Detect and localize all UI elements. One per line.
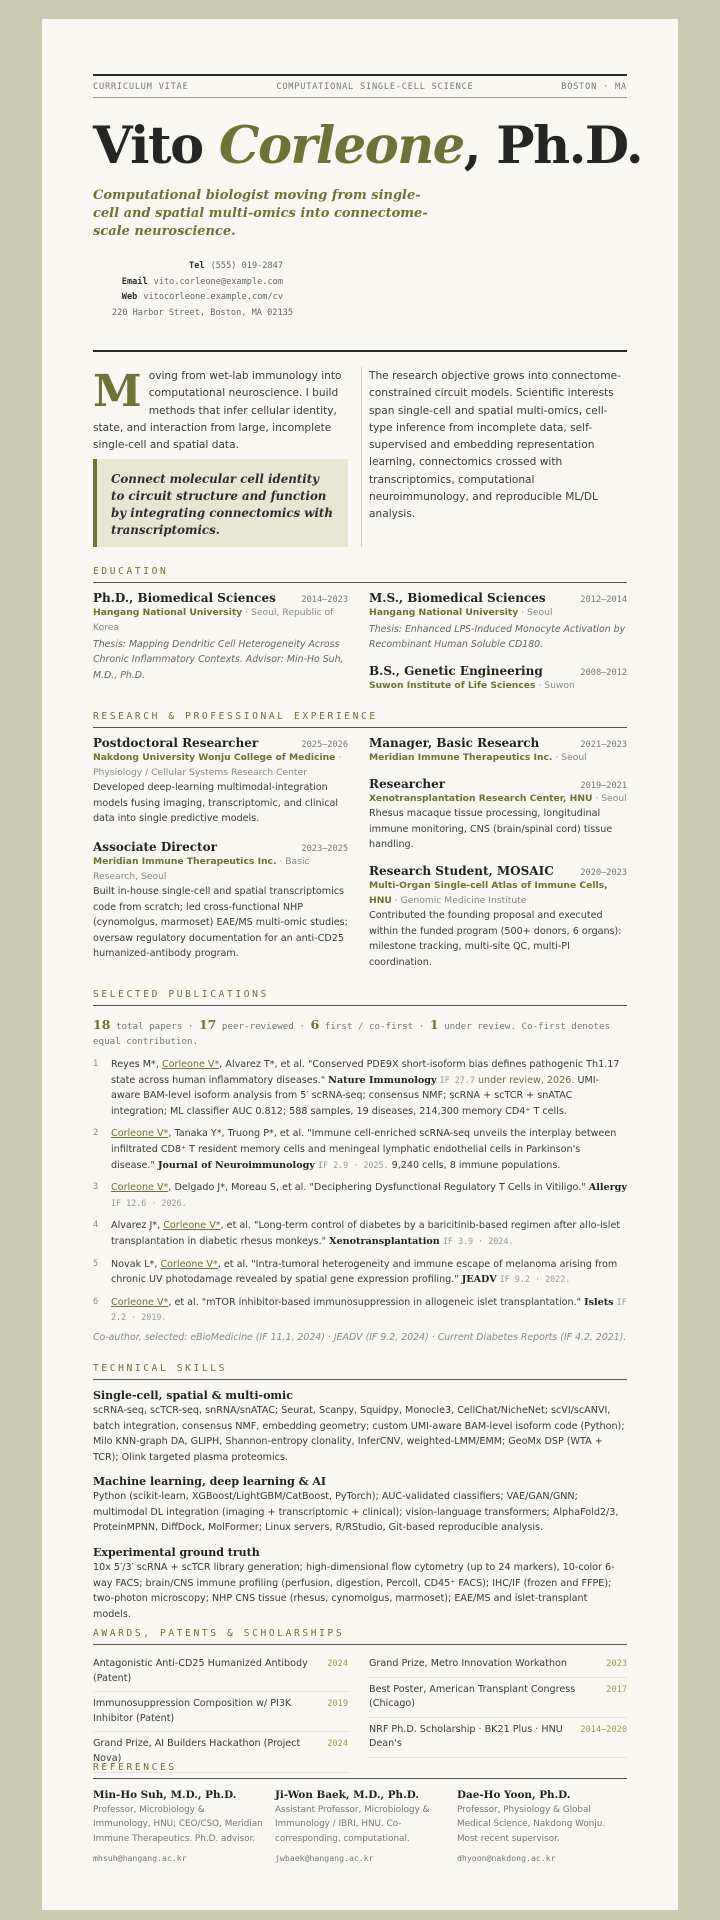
award-year: 2014–2020 bbox=[580, 1724, 627, 1735]
job-description: Rhesus macaque tissue processing, longitudinal immune monitoring, CNS (brain/spinal cord) tissue handling. bbox=[369, 808, 613, 851]
skill-title: Single-cell, spatial & multi-omic bbox=[93, 1389, 293, 1402]
reference-name: Min-Ho Suh, M.D., Ph.D. bbox=[93, 1789, 237, 1801]
pub-citation: , et al. "Intra-tumoral heterogeneity and immune escape of melanoma arising from chronic UV photodamage revealed by spatial gene expression profiling." bbox=[111, 1258, 618, 1286]
job-title: Postdoctoral Researcher bbox=[93, 736, 259, 750]
award-item bbox=[369, 1678, 627, 1718]
pub-authors-pre: Novak L*, bbox=[111, 1258, 161, 1270]
publication-item bbox=[93, 1126, 627, 1173]
full-name bbox=[93, 116, 642, 176]
experience-entry bbox=[369, 777, 627, 853]
skill-group bbox=[93, 1475, 627, 1536]
first-name: Vito bbox=[93, 116, 203, 176]
employer: Nakdong University Wonju College of Medicine bbox=[93, 752, 336, 763]
awards-rule bbox=[93, 1644, 627, 1645]
award-year: 2017 bbox=[606, 1684, 627, 1695]
place: · Physiology / Cellular Systems Research Center bbox=[93, 752, 342, 778]
intro-left-text: oving from wet-lab immunology into computational neuroscience. I build methods that infer cellular identity, state, and interaction from large, incomplete single-cell and spatial data. bbox=[93, 370, 342, 452]
tel-value[interactable]: (555) 019-2847 bbox=[210, 261, 283, 271]
contact-block bbox=[93, 259, 293, 321]
employer: Meridian Immune Therapeutics Inc. bbox=[369, 752, 553, 763]
place: · Genomic Medicine Institute bbox=[391, 895, 527, 906]
award-item bbox=[369, 1718, 627, 1758]
education-entry bbox=[369, 591, 627, 653]
self-author-link[interactable]: Corleone V* bbox=[111, 1128, 169, 1140]
experience-entry bbox=[93, 840, 348, 962]
award-name: Immunosuppression Composition w/ PI3K Inhibitor (Patent) bbox=[93, 1698, 292, 1724]
skill-text: 10x 5′/3′ scRNA + scTCR library generation; high-dimensional flow cytometry (up to 24 markers), 10-color 6-way FACS; brain/CNS immune profiling (perfusion, digestion, Percoll, CD45⁺ FACS); IHC/IF (frozen and FFPE); two-photon microscopy; NHP CNS tissue (rhesus, cynomolgus, marmoset); EAE/MS and islet-transplant models. bbox=[93, 1562, 615, 1621]
place: · Seoul bbox=[552, 752, 587, 763]
intro-rule bbox=[93, 350, 627, 352]
award-name: NRF Ph.D. Scholarship · BK21 Plus · HNU Dean's bbox=[369, 1723, 563, 1750]
impact-factor: IF 2.9 · 2025. bbox=[317, 1159, 389, 1170]
education-entry bbox=[93, 591, 348, 683]
header-left: CURRICULUM VITAE bbox=[93, 82, 189, 92]
education-rule bbox=[93, 582, 627, 583]
pull-quote: Connect molecular cell identity to circuit structure and function by integrating connectomics with transcriptomics. bbox=[93, 459, 348, 547]
experience-rule bbox=[93, 727, 627, 728]
skill-title: Experimental ground truth bbox=[93, 1546, 260, 1559]
publication-item bbox=[93, 1180, 627, 1211]
pub-number: 3 bbox=[93, 1182, 99, 1193]
pub-note: 9,240 cells, 8 immune populations. bbox=[388, 1159, 561, 1171]
employer: Multi-Organ Single-cell Atlas of Immune Cells, HNU bbox=[369, 880, 608, 906]
header-right: BOSTON · MA bbox=[561, 82, 627, 92]
pub-authors-pre: Reyes M*, bbox=[111, 1059, 162, 1070]
education-entry bbox=[369, 664, 627, 693]
self-author-link[interactable]: Corleone V* bbox=[111, 1182, 169, 1194]
experience-entry bbox=[369, 736, 627, 765]
journal-name: Journal of Neuroimmunology bbox=[157, 1159, 315, 1171]
self-author-link[interactable]: Corleone V* bbox=[163, 1220, 221, 1232]
coauthor-note: Co-author, selected: eBioMedicine (IF 11.1, 2024) · JEADV (IF 9.2, 2024) · Current Diabetes Reports (IF 4.2, 2021). bbox=[93, 1332, 627, 1343]
email-link[interactable]: vito.corleone@example.com bbox=[153, 276, 283, 287]
job-description: Contributed the founding proposal and executed within the funded program (500+ donors, 6 organs): milestone tracking, multi-site QC, multi-PI coordination. bbox=[369, 910, 622, 968]
section-awards: AWARDS, PATENTS & SCHOLARSHIPS bbox=[93, 1628, 345, 1639]
experience-entry bbox=[93, 736, 348, 827]
award-item bbox=[93, 1692, 348, 1732]
pub-number: 5 bbox=[93, 1258, 99, 1269]
skill-group bbox=[93, 1546, 627, 1623]
name-suffix: , Ph.D. bbox=[463, 116, 643, 176]
school: Hangang National University bbox=[369, 607, 519, 618]
section-experience: RESEARCH & PROFESSIONAL EXPERIENCE bbox=[93, 711, 378, 722]
review-label: under review. Co-first denotes equal contribution. bbox=[93, 1021, 611, 1047]
date: 2025–2026 bbox=[301, 740, 348, 750]
award-year: 2024 bbox=[327, 1739, 348, 1750]
section-education: EDUCATION bbox=[93, 566, 169, 577]
references-rule bbox=[93, 1778, 627, 1779]
job-title: Researcher bbox=[369, 777, 446, 791]
reference-email[interactable]: mhsuh@hangang.ac.kr bbox=[93, 1852, 187, 1863]
award-name: Best Poster, American Transplant Congress (Chicago) bbox=[369, 1683, 576, 1710]
place: · Suwon bbox=[535, 680, 575, 691]
award-name: Antagonistic Anti-CD25 Humanized Antibody (Patent) bbox=[93, 1658, 308, 1684]
school: Suwon Institute of Life Sciences bbox=[369, 680, 536, 691]
skill-group bbox=[93, 1389, 627, 1466]
journal-name: Allergy bbox=[588, 1182, 627, 1194]
place: · Seoul bbox=[592, 793, 627, 804]
tagline: Computational biologist moving from single-cell and spatial multi-omics into connectome-scale neuroscience. bbox=[93, 188, 428, 239]
publication-item bbox=[93, 1257, 627, 1288]
place: · Seoul bbox=[518, 607, 553, 618]
experience-entry bbox=[369, 864, 627, 970]
pub-citation: , Alvarez T*, et al. "Conserved PDE9X short-isoform bias defines pathogenic Th1.17 state across human inflammatory diseases." bbox=[111, 1059, 620, 1086]
pub-citation: , Tanaka Y*, Truong P*, et al. "Immune cell-enriched scRNA-seq unveils the interplay between infiltrated CD8⁺ T resident memory cells and meningeal lymphatic endothelial cells in Parkinson's disease." bbox=[111, 1128, 617, 1171]
pub-citation: , et al. "mTOR inhibitor-based immunosuppression in allogeneic islet transplantation." bbox=[168, 1296, 585, 1308]
reference-email[interactable]: jwbaek@hangang.ac.kr bbox=[275, 1852, 374, 1863]
tel-label: Tel bbox=[189, 261, 205, 271]
job-title: Manager, Basic Research bbox=[369, 736, 540, 750]
date: 2008–2012 bbox=[580, 668, 627, 678]
place: · Seoul, Republic of Korea bbox=[93, 607, 334, 633]
drop-cap: M bbox=[93, 366, 142, 417]
self-author-link[interactable]: Corleone V* bbox=[111, 1296, 169, 1308]
header-row bbox=[93, 82, 627, 92]
degree: M.S., Biomedical Sciences bbox=[369, 591, 546, 605]
pub-number: 4 bbox=[93, 1220, 99, 1231]
reference-desc: Assistant Professor, Microbiology & Immunology / IBRI, HNU. Co-corresponding, computational. bbox=[275, 1805, 430, 1844]
awards-left bbox=[93, 1652, 348, 1773]
section-skills: TECHNICAL SKILLS bbox=[93, 1363, 228, 1374]
place: · Basic Research, Seoul bbox=[93, 856, 310, 882]
award-name: Grand Prize, Metro Innovation Workathon bbox=[369, 1658, 567, 1669]
reference-item bbox=[457, 1789, 627, 1865]
school: Hangang National University bbox=[93, 607, 243, 618]
pub-number: 2 bbox=[93, 1128, 99, 1139]
journal-name: Xenotransplantation bbox=[329, 1235, 440, 1247]
pub-citation: , et al. "Long-term control of diabetes by a baricitinib-based regimen after allo-islet transplantation in diabetic rhesus monkeys." bbox=[111, 1220, 621, 1247]
reference-email[interactable]: dhyoon@nakdong.ac.kr bbox=[457, 1852, 556, 1863]
pub-number: 6 bbox=[93, 1296, 99, 1307]
pub-authors-pre: Alvarez J*, bbox=[111, 1220, 164, 1232]
skill-title: Machine learning, deep learning & AI bbox=[93, 1475, 327, 1488]
pub-citation: , Delgado J*, Moreau S, et al. "Deciphering Dysfunctional Regulatory T Cells in Vitiligo." bbox=[168, 1182, 589, 1194]
cv-page bbox=[42, 19, 678, 1910]
thesis: Thesis: Enhanced LPS-Induced Monocyte Activation by Recombinant Human Soluble CD180. bbox=[369, 624, 626, 651]
intro-left bbox=[93, 368, 348, 454]
impact-factor: IF 12.6 · 2026. bbox=[111, 1197, 187, 1208]
publications-rule bbox=[93, 1005, 627, 1006]
self-author-link[interactable]: Corleone V* bbox=[161, 1059, 220, 1070]
thesis: Thesis: Mapping Dendritic Cell Heterogeneity Across Chronic Inflammatory Contexts. Advisor: Min-Ho Suh, M.D., Ph.D. bbox=[93, 639, 344, 681]
reference-item bbox=[93, 1789, 263, 1865]
date: 2014–2023 bbox=[301, 595, 348, 605]
header-rule bbox=[93, 97, 627, 98]
skill-text: Python (scikit-learn, XGBoost/LightGBM/CatBoost, PyTorch); AUC-validated classifiers; VAE/GAN/GNN; multimodal DL integration (imaging + transcriptomic + clinical); vision-language transformers; AlphaFold2/3, ProteinMPNN, DiffDock, MolFormer; Linux servers, R/RStudio, Git-based reproducible analysis. bbox=[93, 1491, 619, 1534]
publication-item bbox=[93, 1057, 627, 1119]
pub-number: 1 bbox=[93, 1059, 99, 1069]
top-rule bbox=[93, 74, 627, 76]
date: 2012–2014 bbox=[580, 595, 627, 605]
degree: Ph.D., Biomedical Sciences bbox=[93, 591, 276, 605]
impact-factor: IF 9.2 · 2022. bbox=[499, 1274, 571, 1285]
email-label: Email bbox=[121, 276, 148, 287]
awards-right bbox=[369, 1652, 627, 1758]
date: 2021–2023 bbox=[580, 740, 627, 750]
date: 2019–2021 bbox=[580, 781, 627, 791]
job-title: Associate Director bbox=[93, 840, 217, 854]
job-description: Built in-house single-cell and spatial transcriptomics code from scratch; led cross-functional NHP (cynomolgus, marmoset) EAE/MS multi-omic studies; oversaw regulatory documentation for an anti-CD25 humanized-antibody program. bbox=[93, 886, 348, 960]
award-name: Grand Prize, AI Builders Hackathon (Project Nova) bbox=[93, 1738, 301, 1764]
header-center: COMPUTATIONAL SINGLE-CELL SCIENCE bbox=[276, 82, 474, 92]
reference-desc: Professor, Physiology & Global Medical Science, Nakdong Wonju. Most recent supervisor. bbox=[457, 1805, 606, 1844]
reference-desc: Professor, Microbiology & Immunology, HNU; CEO/CSO, Meridian Immune Therapeutics. Ph.D. advisor. bbox=[93, 1805, 263, 1844]
web-label: Web bbox=[121, 292, 138, 302]
first-count: 6 bbox=[310, 1017, 320, 1032]
review-count: 1 bbox=[429, 1017, 439, 1032]
employer: Meridian Immune Therapeutics Inc. bbox=[93, 856, 277, 867]
award-year: 2023 bbox=[606, 1659, 627, 1669]
intro-divider bbox=[361, 367, 362, 547]
job-title: Research Student, MOSAIC bbox=[369, 864, 554, 878]
section-references: REFERENCES bbox=[93, 1762, 177, 1773]
journal-name: Nature Immunology bbox=[328, 1074, 437, 1086]
publication-list bbox=[93, 1057, 627, 1326]
last-name: Corleone bbox=[218, 116, 464, 176]
degree: B.S., Genetic Engineering bbox=[369, 664, 543, 678]
impact-factor: IF 27.7 bbox=[439, 1074, 475, 1085]
skills-rule bbox=[93, 1379, 627, 1380]
award-item bbox=[369, 1652, 627, 1678]
award-year: 2024 bbox=[327, 1659, 348, 1669]
publication-summary: 18 total papers · 17 peer-reviewed · 6 first / co-first · 1 under review. Co-first denotes equal contribution. bbox=[93, 1017, 611, 1047]
total-count: 18 bbox=[93, 1017, 111, 1032]
address: 220 Harbor Street, Boston, MA 02135 bbox=[111, 307, 293, 318]
peer-count: 17 bbox=[198, 1017, 217, 1032]
date: 2020–2023 bbox=[580, 868, 627, 878]
pub-status: under review, 2026. bbox=[477, 1074, 575, 1086]
date: 2023–2025 bbox=[301, 844, 348, 854]
impact-factor: IF 2.2 · 2019. bbox=[111, 1296, 627, 1323]
first-label: first / co-first bbox=[324, 1021, 414, 1032]
intro-right-text: The research objective grows into connectome-constrained circuit models. Scientific interests span single-cell and spatial multi-omics, cell-type inference from incomplete data, self-supervised and embedding representation learning, connectomics crossed with transcriptomics, computational neuroimmunology, and reproducible ML/DL analysis. bbox=[369, 370, 621, 521]
reference-item bbox=[275, 1789, 445, 1865]
reference-name: Ji-Won Baek, M.D., Ph.D. bbox=[275, 1789, 419, 1801]
job-description: Developed deep-learning multimodal-integration models fusing imaging, transcriptomic, and clinical data into single predictive models. bbox=[93, 782, 339, 825]
award-item bbox=[93, 1652, 348, 1692]
self-author-link[interactable]: Corleone V* bbox=[160, 1258, 218, 1270]
web-link[interactable]: vitocorleone.example.com/cv bbox=[143, 292, 283, 302]
publication-item bbox=[93, 1295, 627, 1326]
skill-text: scRNA-seq, scTCR-seq, snRNA/snATAC; Seurat, Scanpy, Squidpy, Monocle3, CellChat/NicheNet; scVI/scANVI, batch integration, consensus NMF, embedding geometry; custom UMI-aware BAM-level isoform code (Python); Milo KNN-graph DA, GLIPH, Shannon-entropy clonality, InferCNV, weighted-LMM/EMM; GeoMx DSP (WTA + TCR); Olink targeted plasma proteomics. bbox=[93, 1405, 625, 1464]
impact-factor: IF 3.9 · 2024. bbox=[442, 1235, 514, 1246]
publication-item bbox=[93, 1218, 627, 1249]
employer: Xenotransplantation Research Center, HNU bbox=[369, 793, 593, 804]
journal-name: Islets bbox=[584, 1296, 614, 1308]
peer-label: peer-reviewed bbox=[221, 1021, 294, 1032]
total-label: total papers bbox=[115, 1021, 183, 1032]
pub-note: UMI-aware BAM-level isoform analysis from 5′ scRNA-seq; consensus NMF; scRNA + scTCR + snATAC integration; ML classifier AUC 0.812; 588 samples, 19 diseases, 214,300 memory CD4⁺ T cells. bbox=[111, 1074, 600, 1117]
reference-name: Dae-Ho Yoon, Ph.D. bbox=[457, 1789, 571, 1801]
award-year: 2019 bbox=[327, 1699, 348, 1710]
section-publications: SELECTED PUBLICATIONS bbox=[93, 989, 269, 1000]
journal-name: JEADV bbox=[461, 1274, 497, 1286]
